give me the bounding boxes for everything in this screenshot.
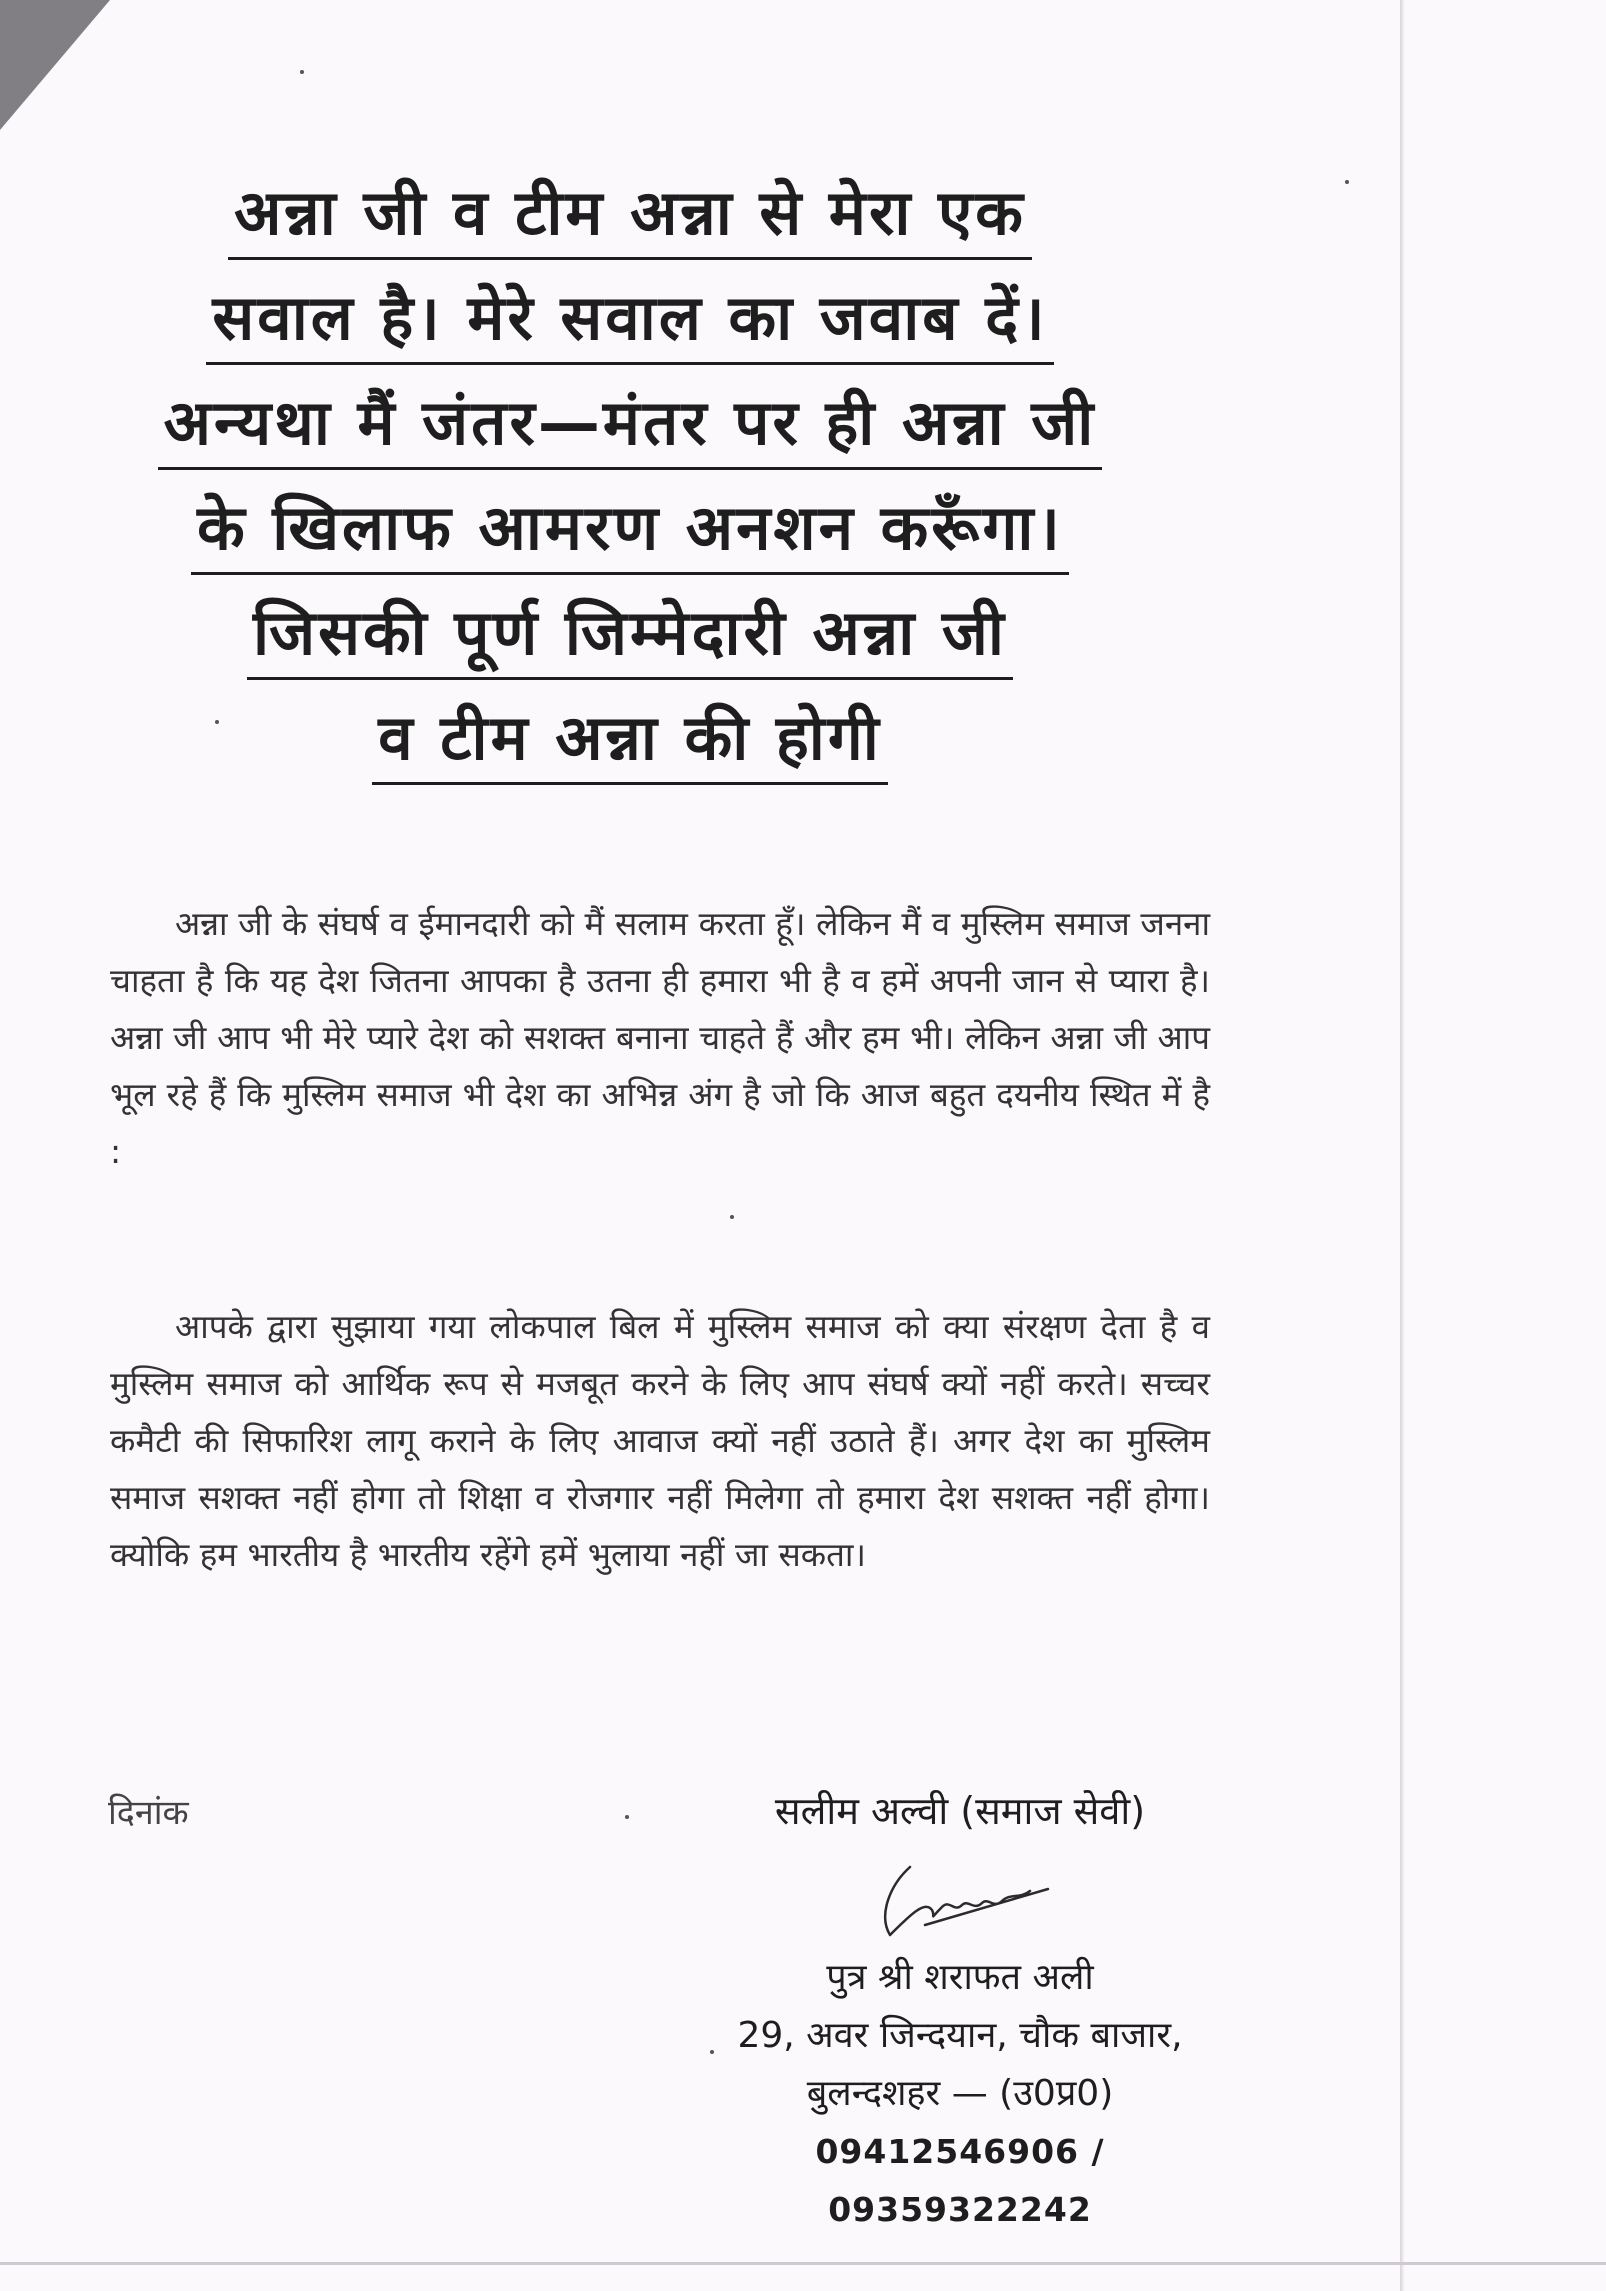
- handwritten-signature: [870, 1855, 1060, 1945]
- scan-speck: [625, 1815, 629, 1819]
- body-paragraph-1: अन्ना जी के संघर्ष व ईमानदारी को मैं सलाम करता हूँ। लेकिन मैं व मुस्लिम समाज जनना चाहता है कि यह देश जितना आपका है उतना ही हमारा भी है व हमें अपनी जान से प्यारा है। अन्ना जी आप भी मेरे प्यारे देश को सशक्त बनाना चाहते हैं और हम भी। लेकिन अन्ना जी आप भूल रहे हैं कि मुस्लिम समाज भी देश का अभिन्न अंग है जो कि आज बहुत दयनीय स्थित में है :: [110, 904, 1210, 1171]
- heading-line: अन्ना जी व टीम अन्ना से मेरा एक: [228, 175, 1032, 260]
- scan-speck: [300, 70, 304, 74]
- folded-corner: [0, 0, 110, 130]
- heading-line: व टीम अन्ना की होगी: [372, 700, 888, 785]
- scan-speck: [730, 1215, 734, 1219]
- paper-edge-right: [1400, 0, 1404, 2291]
- date-label: दिनांक: [108, 1793, 189, 1833]
- letter-heading: [120, 175, 1140, 805]
- heading-line: जिसकी पूर्ण जिम्मेदारी अन्ना जी: [247, 595, 1013, 680]
- address-line-2: बुलन्दशहर — (उ0प्र0): [806, 2073, 1114, 2114]
- paper-edge-bottom: [0, 2262, 1606, 2265]
- heading-line: अन्यथा मैं जंतर—मंतर पर ही अन्ना जी: [158, 385, 1103, 470]
- phone-numbers: 09412546906 / 09359322242: [815, 2132, 1105, 2229]
- scan-speck: [1345, 180, 1349, 184]
- signature-block: [640, 1785, 1240, 2239]
- heading-line: के खिलाफ आमरण अनशन करूँगा।: [191, 490, 1069, 575]
- body-paragraph-2: आपके द्वारा सुझाया गया लोकपाल बिल में मुस्लिम समाज को क्या संरक्षण देता है व मुस्लिम समाज को आर्थिक रूप से मजबूत करने के लिए आप संघर्ष क्यों नहीं करते। सच्चर कमैटी की सिफारिश लागू कराने के लिए आवाज क्यों नहीं उठाते हैं। अगर देश का मुस्लिम समाज सशक्त नहीं होगा तो शिक्षा व रोजगार नहीं मिलेगा तो हमारा देश सशक्त नहीं होगा। क्योकि हम भारतीय है भारतीय रहेंगे हमें भुलाया नहीं जा सकता।: [110, 1307, 1210, 1574]
- address-line-1: 29, अवर जिन्दयान, चौक बाजार,: [737, 2015, 1183, 2056]
- sender-parentage: पुत्र श्री शराफत अली: [826, 1957, 1094, 1998]
- sender-name: सलीम अल्वी (समाज सेवी): [774, 1789, 1146, 1833]
- heading-line: सवाल है। मेरे सवाल का जवाब दें।: [206, 280, 1053, 365]
